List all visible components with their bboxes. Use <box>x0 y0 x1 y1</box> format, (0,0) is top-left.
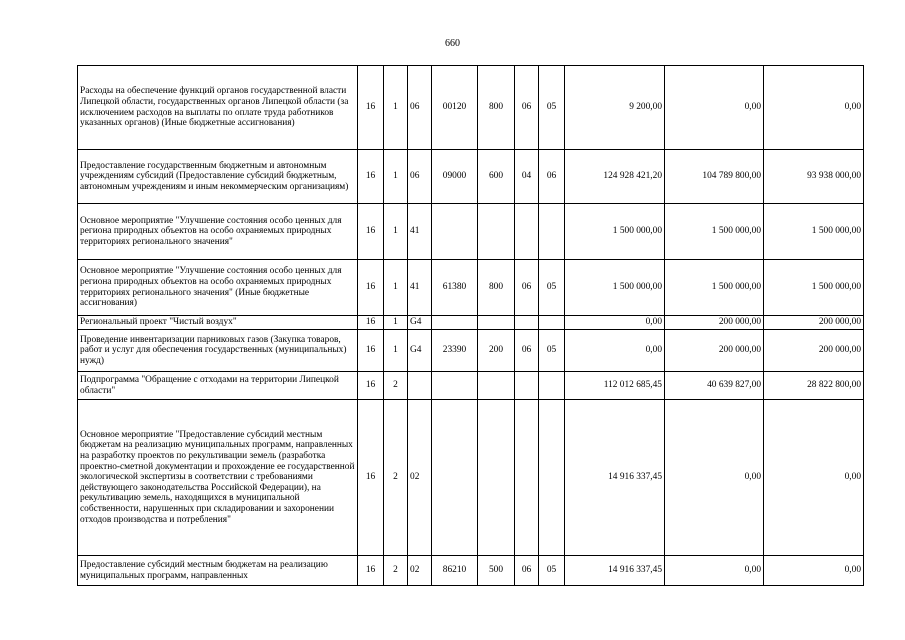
code-event: G4 <box>408 316 432 330</box>
amount-year-2: 0,00 <box>665 400 764 556</box>
code-event: 06 <box>408 66 432 150</box>
code-event: G4 <box>408 330 432 372</box>
table-row <box>78 66 864 150</box>
table-row <box>78 556 864 586</box>
amount-year-1: 9 200,00 <box>565 66 665 150</box>
code-subsection <box>539 400 565 556</box>
code-subprogram: 2 <box>384 372 408 400</box>
table-row <box>78 316 864 330</box>
code-expense-type: 800 <box>478 260 515 316</box>
code-subsection <box>539 204 565 260</box>
code-admin: 16 <box>358 150 384 204</box>
table-row <box>78 330 864 372</box>
code-subsection: 05 <box>539 556 565 586</box>
code-section <box>515 372 539 400</box>
amount-year-3: 200 000,00 <box>764 330 864 372</box>
code-direction <box>432 372 478 400</box>
code-subprogram: 1 <box>384 66 408 150</box>
amount-year-3: 0,00 <box>764 400 864 556</box>
code-subsection: 05 <box>539 66 565 150</box>
code-event: 02 <box>408 400 432 556</box>
amount-year-2: 40 639 827,00 <box>665 372 764 400</box>
code-subsection: 06 <box>539 150 565 204</box>
amount-year-3: 200 000,00 <box>764 316 864 330</box>
code-direction <box>432 204 478 260</box>
code-subprogram: 1 <box>384 316 408 330</box>
code-section <box>515 316 539 330</box>
amount-year-2: 0,00 <box>665 66 764 150</box>
code-section <box>515 400 539 556</box>
row-description: Региональный проект "Чистый воздух" <box>78 316 358 330</box>
amount-year-1: 0,00 <box>565 316 665 330</box>
amount-year-2: 0,00 <box>665 556 764 586</box>
row-description: Расходы на обеспечение функций органов государственной власти Липецкой области, государственных органов Липецкой области (за исключением расходов на выплаты по оплате труда работников указанных органов) (Иные бюджетные ассигнования) <box>78 66 358 150</box>
row-description: Предоставление государственным бюджетным и автономным учреждениям субсидий (Предоставление субсидий бюджетным, автономным учреждениям и иным некоммерческим организациям) <box>78 150 358 204</box>
code-subsection: 05 <box>539 330 565 372</box>
code-section: 06 <box>515 556 539 586</box>
row-description: Предоставление субсидий местным бюджетам на реализацию муниципальных программ, направленных <box>78 556 358 586</box>
amount-year-2: 200 000,00 <box>665 330 764 372</box>
code-subprogram: 1 <box>384 150 408 204</box>
code-expense-type <box>478 400 515 556</box>
code-subprogram: 1 <box>384 204 408 260</box>
code-admin: 16 <box>358 316 384 330</box>
amount-year-2: 200 000,00 <box>665 316 764 330</box>
code-admin: 16 <box>358 372 384 400</box>
budget-table <box>77 65 864 586</box>
row-description: Основное мероприятие "Предоставление субсидий местным бюджетам на реализацию муниципальных программ, направленных на разработку проектов по рекультивации земель (разработка проектно-сметной документации и прохождение ее государственной экологической экспертизы в соответствии с требованиями действующего законодательства Российской Федерации), на рекультивацию земель, находящихся в муниципальной собственности, нарушенных при складировании и захоронении отходов производства и потребления" <box>78 400 358 556</box>
code-event <box>408 372 432 400</box>
code-subsection <box>539 316 565 330</box>
code-section: 06 <box>515 260 539 316</box>
code-direction: 86210 <box>432 556 478 586</box>
amount-year-1: 14 916 337,45 <box>565 400 665 556</box>
table-row <box>78 260 864 316</box>
code-subprogram: 2 <box>384 556 408 586</box>
code-subsection: 05 <box>539 260 565 316</box>
code-admin: 16 <box>358 260 384 316</box>
code-direction <box>432 316 478 330</box>
code-subsection <box>539 372 565 400</box>
code-direction: 09000 <box>432 150 478 204</box>
amount-year-2: 104 789 800,00 <box>665 150 764 204</box>
code-event: 02 <box>408 556 432 586</box>
code-expense-type <box>478 372 515 400</box>
code-direction: 00120 <box>432 66 478 150</box>
amount-year-3: 28 822 800,00 <box>764 372 864 400</box>
code-admin: 16 <box>358 66 384 150</box>
code-admin: 16 <box>358 400 384 556</box>
code-admin: 16 <box>358 204 384 260</box>
code-event: 41 <box>408 204 432 260</box>
code-subprogram: 1 <box>384 260 408 316</box>
amount-year-3: 1 500 000,00 <box>764 204 864 260</box>
amount-year-1: 1 500 000,00 <box>565 204 665 260</box>
code-section: 06 <box>515 330 539 372</box>
code-event: 06 <box>408 150 432 204</box>
amount-year-3: 1 500 000,00 <box>764 260 864 316</box>
code-direction <box>432 400 478 556</box>
table-row <box>78 204 864 260</box>
code-direction: 61380 <box>432 260 478 316</box>
row-description: Основное мероприятие "Улучшение состояния особо ценных для региона природных объектов на особо охраняемых природных территориях регионального значения" <box>78 204 358 260</box>
code-subprogram: 2 <box>384 400 408 556</box>
code-direction: 23390 <box>432 330 478 372</box>
code-expense-type <box>478 204 515 260</box>
amount-year-2: 1 500 000,00 <box>665 204 764 260</box>
page-number: 660 <box>445 38 460 49</box>
amount-year-3: 0,00 <box>764 556 864 586</box>
amount-year-1: 112 012 685,45 <box>565 372 665 400</box>
row-description: Подпрограмма "Обращение с отходами на территории Липецкой области" <box>78 372 358 400</box>
code-expense-type: 600 <box>478 150 515 204</box>
code-event: 41 <box>408 260 432 316</box>
code-section: 04 <box>515 150 539 204</box>
code-section <box>515 204 539 260</box>
table-row <box>78 372 864 400</box>
table-row <box>78 150 864 204</box>
row-description: Проведение инвентаризации парниковых газов (Закупка товаров, работ и услуг для обеспечения государственных (муниципальных) нужд) <box>78 330 358 372</box>
row-description: Основное мероприятие "Улучшение состояния особо ценных для региона природных объектов на особо охраняемых природных территориях регионального значения" (Иные бюджетные ассигнования) <box>78 260 358 316</box>
amount-year-3: 93 938 000,00 <box>764 150 864 204</box>
amount-year-1: 1 500 000,00 <box>565 260 665 316</box>
code-expense-type: 800 <box>478 66 515 150</box>
code-expense-type: 200 <box>478 330 515 372</box>
code-expense-type: 500 <box>478 556 515 586</box>
code-expense-type <box>478 316 515 330</box>
code-section: 06 <box>515 66 539 150</box>
amount-year-3: 0,00 <box>764 66 864 150</box>
code-admin: 16 <box>358 330 384 372</box>
code-admin: 16 <box>358 556 384 586</box>
table-row <box>78 400 864 556</box>
amount-year-1: 0,00 <box>565 330 665 372</box>
amount-year-1: 124 928 421,20 <box>565 150 665 204</box>
amount-year-2: 1 500 000,00 <box>665 260 764 316</box>
code-subprogram: 1 <box>384 330 408 372</box>
amount-year-1: 14 916 337,45 <box>565 556 665 586</box>
